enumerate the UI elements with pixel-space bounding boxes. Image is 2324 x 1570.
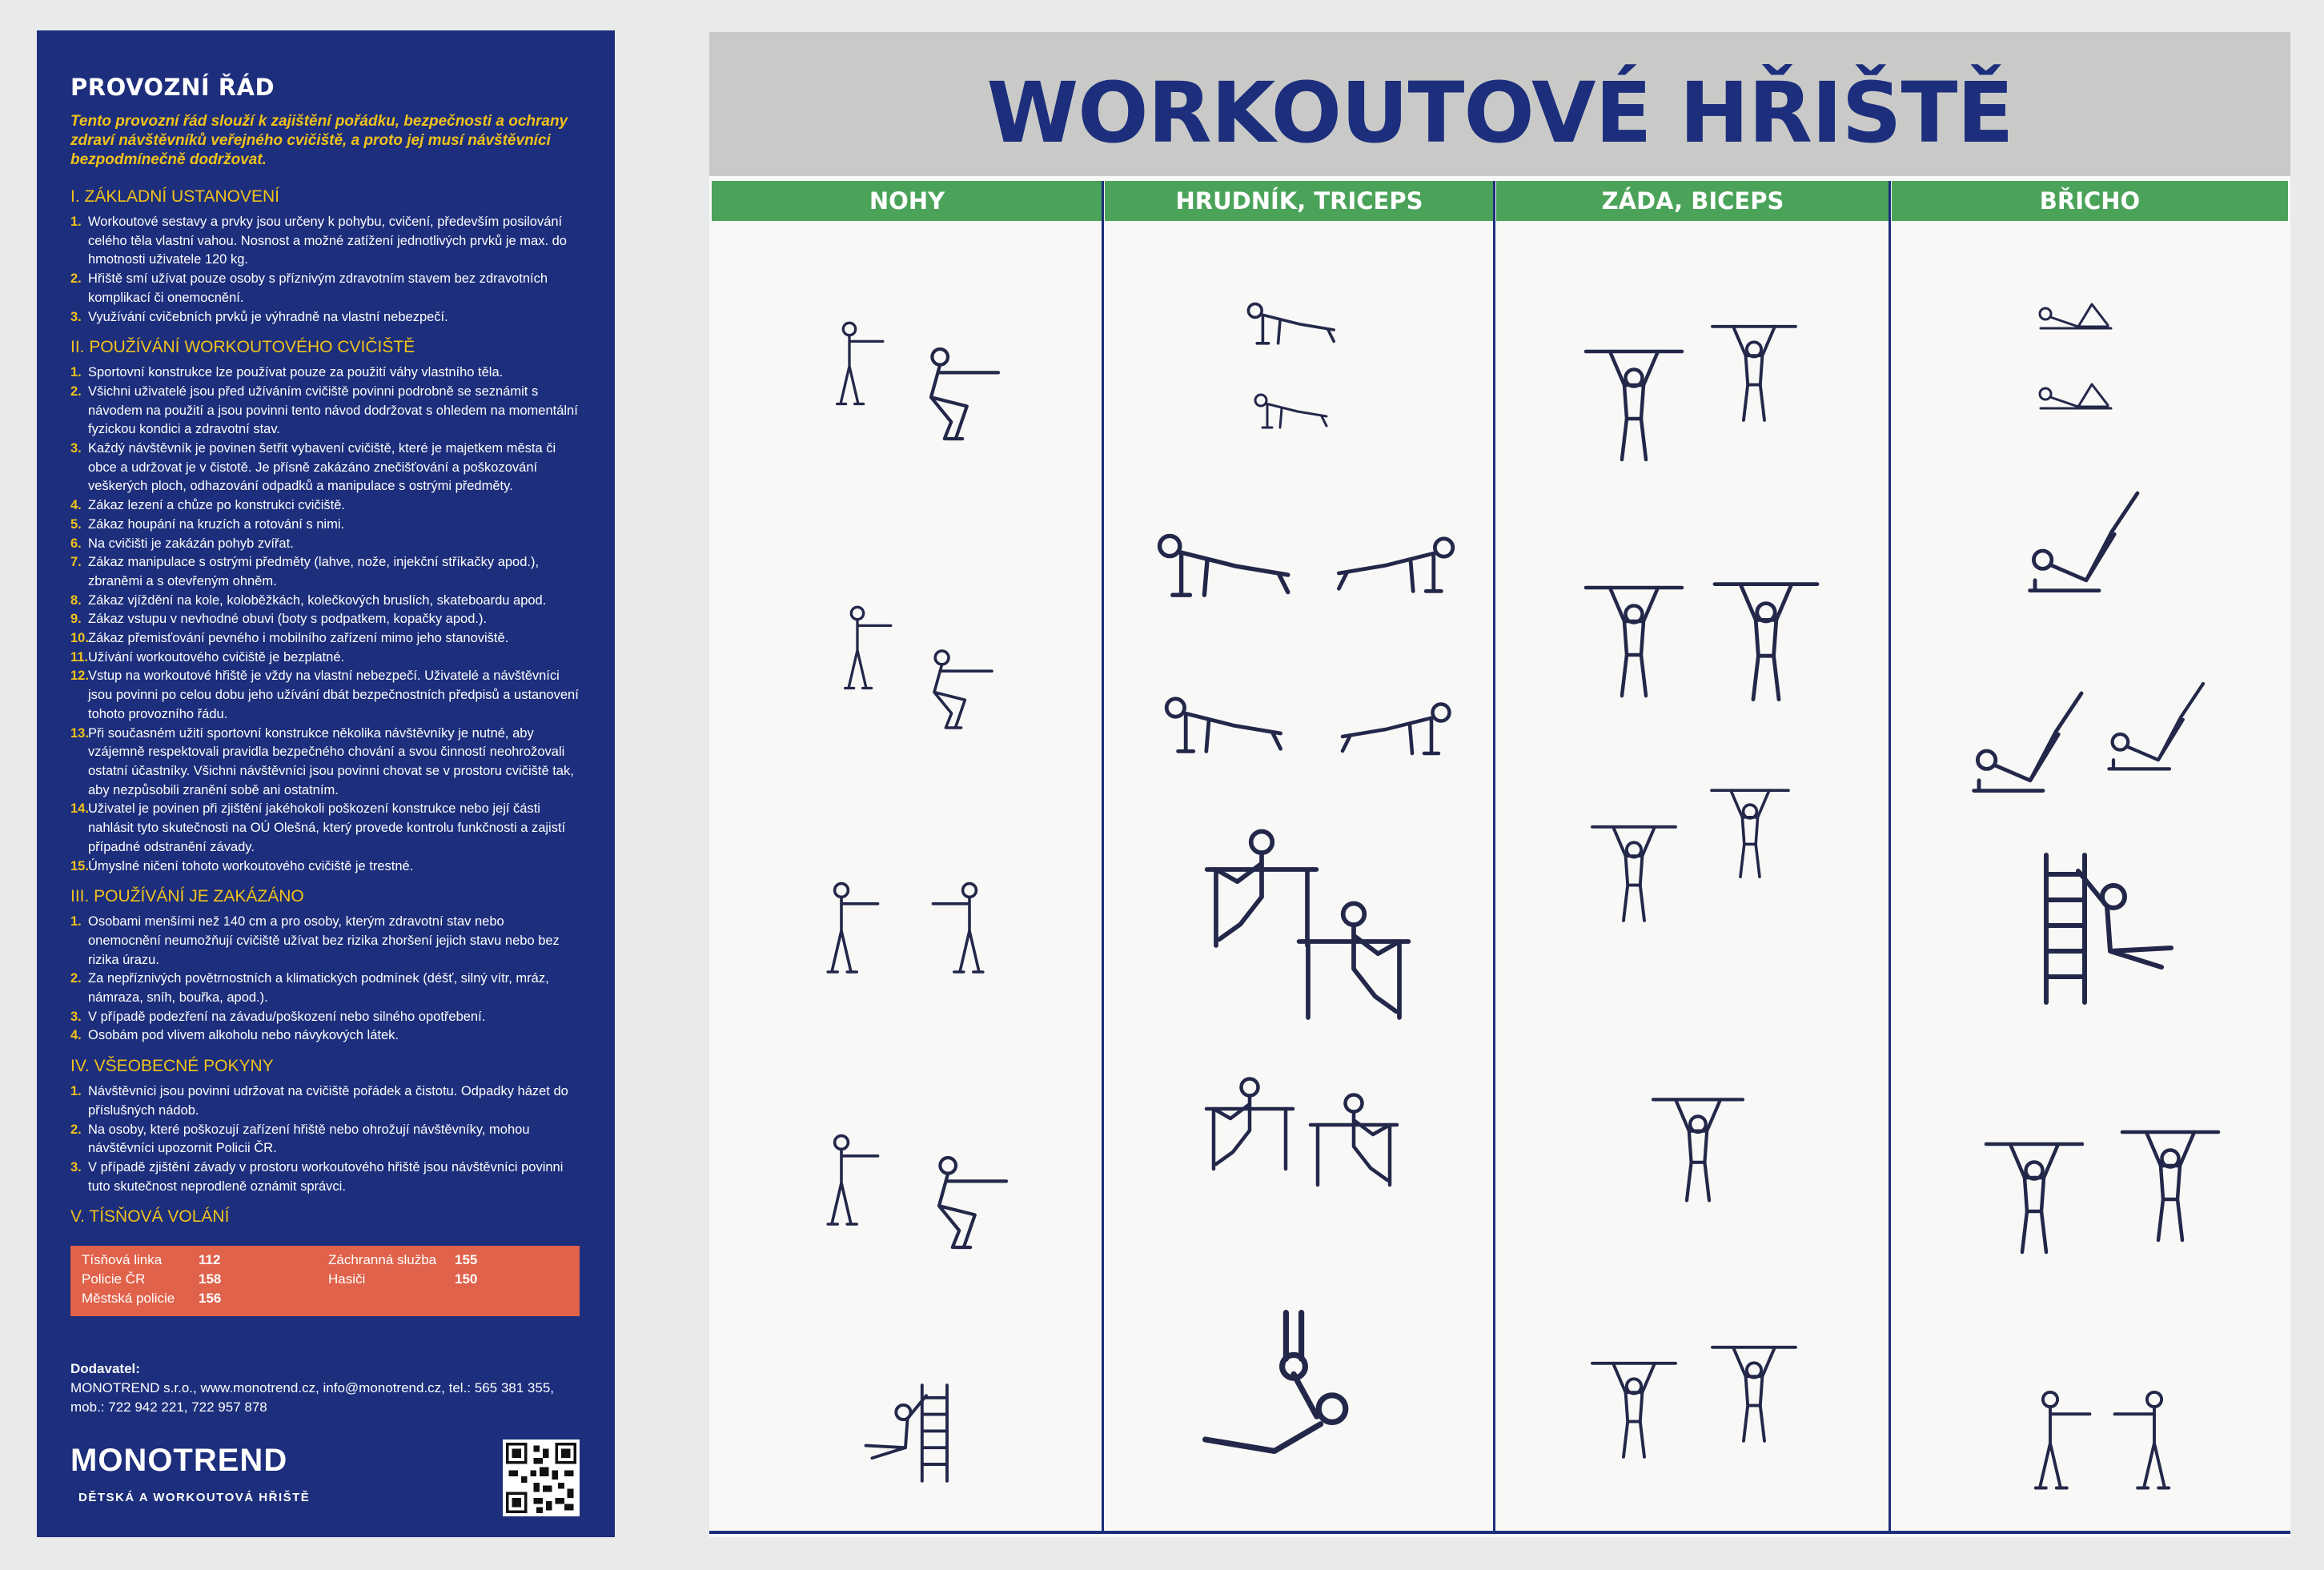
rule-number: 1. <box>70 365 82 380</box>
column-header-nohy: NOHY <box>712 181 1102 221</box>
rule-text: Osobám pod vlivem alkoholu nebo návykových látek. <box>88 1028 399 1043</box>
section-heading: V. TÍSŇOVÁ VOLÁNÍ <box>70 1207 230 1227</box>
rule-item <box>70 648 580 668</box>
rules-title: PROVOZNÍ ŘÁD <box>70 74 275 101</box>
exercise-figure-icon <box>1134 657 1310 785</box>
rule-item <box>70 383 580 440</box>
rule-item <box>70 535 580 554</box>
rule-number: 2. <box>70 1122 82 1137</box>
rule-item <box>70 913 580 970</box>
section-heading: III. POUŽÍVÁNÍ JE ZAKÁZÁNO <box>70 887 304 906</box>
supplier-line: mob.: 722 942 221, 722 957 878 <box>70 1399 267 1415</box>
rule-number: 15. <box>70 858 89 873</box>
exercise-figure-icon <box>1998 1337 2102 1545</box>
rule-text: Na osoby, které poškozují zařízení hřiště nebo ohrožují návštěvníky, mohou návštěvníci upozornit Policii ČR. <box>88 1122 530 1156</box>
rules-list <box>70 213 580 327</box>
emergency-number: 155 <box>455 1252 478 1268</box>
exercise-figure-icon <box>1198 368 1382 448</box>
rule-item <box>70 213 580 270</box>
exercise-figure-icon <box>1294 1057 1414 1217</box>
rule-item <box>70 800 580 857</box>
rule-item <box>70 516 580 535</box>
emergency-number: 158 <box>199 1271 222 1287</box>
qr-code-icon <box>503 1440 580 1516</box>
rule-item <box>70 496 580 516</box>
rule-number: 1. <box>70 914 82 930</box>
rule-text: Úmyslné ničení tohoto workoutového cvičiště je trestné. <box>88 858 414 873</box>
exercise-figure-icon <box>1642 1017 1754 1281</box>
emergency-label: Městská policie <box>82 1291 175 1307</box>
column-header-hrudnik: HRUDNÍK, TRICEPS <box>1105 181 1494 221</box>
rule-number: 10. <box>70 631 89 646</box>
rule-number: 6. <box>70 536 82 551</box>
column-divider <box>1102 181 1104 1534</box>
rule-text: Zákaz vstupu v nevhodné obuvi (boty s podpatkem, kopačky apod.). <box>88 612 488 627</box>
exercise-figure-icon <box>1270 881 1438 1033</box>
rule-text: Zákaz houpání na kruzích a rotování s nimi. <box>88 516 345 532</box>
exercise-figure-icon <box>897 320 1009 456</box>
rules-list <box>70 363 580 876</box>
rule-number: 9. <box>70 612 82 627</box>
rules-sections <box>70 187 580 1227</box>
column-header-bricho: BŘICHO <box>1892 181 2288 221</box>
rule-item <box>70 667 580 724</box>
rule-text: Zákaz přemisťování pevného i mobilního zařízení mimo jeho stanoviště. <box>88 631 509 646</box>
rule-number: 8. <box>70 592 82 608</box>
exercise-figure-icon <box>1190 1041 1310 1201</box>
rule-item <box>70 1121 580 1158</box>
exercise-figure-icon <box>1134 488 1310 632</box>
emergency-number: 156 <box>199 1291 222 1307</box>
exercise-figure-icon <box>921 841 1018 1017</box>
exercise-figure-icon <box>1190 1305 1398 1497</box>
exercise-figure-icon <box>1582 1281 1686 1537</box>
exercise-figure-icon <box>1582 745 1686 1001</box>
rule-item <box>70 440 580 496</box>
rule-text: Hřiště smí užívat pouze osoby s příznivým zdravotním stavem bez zdravotních komplikací či onemocnění. <box>88 271 548 305</box>
rules-intro: Tento provozní řád slouží k zajištění pořádku, bezpečnosti a ochrany zdraví návštěvníků veřejného cvičiště, a proto jej musí návštěvníci bezpodmínečně dodržovat. <box>70 113 568 168</box>
exercise-figure-icon <box>805 272 893 456</box>
rule-text: Užívání workoutového cvičiště je bezplatné. <box>88 649 345 665</box>
rule-number: 1. <box>70 215 82 229</box>
exercise-figure-icon <box>813 552 901 745</box>
rule-number: 12. <box>70 669 89 684</box>
rule-text: Sportovní konstrukce lze používat pouze za použití váhy vlastního těla. <box>88 365 504 380</box>
rule-item <box>70 857 580 877</box>
rule-number: 3. <box>70 1009 82 1024</box>
emergency-box <box>70 1246 580 1316</box>
rule-text: Za nepříznivých povětrnostních a klimatických podmínek (déšť, silný vítr, mráz, námraza, sníh, bouřka, apod.). <box>88 971 549 1006</box>
rule-text: Zákaz vjíždění na kole, koloběžkách, kolečkových bruslích, skateboardu apod. <box>88 592 547 608</box>
rule-number: 2. <box>70 271 82 287</box>
exercise-figure-icon <box>1702 560 1830 721</box>
rule-item <box>70 610 580 629</box>
rule-item <box>70 592 580 611</box>
rule-number: 3. <box>70 441 82 456</box>
exercise-figure-icon <box>793 1089 889 1273</box>
exercise-figure-icon <box>1702 737 1798 929</box>
rule-text: Uživatel je povinen při zjištění jakéhokoli poškození konstrukce nebo její části nahlásit tyto skutečnosti na OÚ Olešná, který provede kontrolu funkčnosti a zajistí případné odstranění závady. <box>88 801 566 854</box>
exercise-figure-icon <box>793 841 889 1017</box>
supplier-label: Dodavatel: <box>70 1361 140 1376</box>
rule-text: Všichni uživatelé jsou před užíváním cvičiště povinni podrobně se seznámit s návodem na použití a jsou povinni tento návod dodržovat s ohledem na momentální fyzickou kondici a zdravotní stav. <box>88 383 578 437</box>
rules-list <box>70 1082 580 1196</box>
rules-list <box>70 913 580 1046</box>
rule-item <box>70 270 580 307</box>
exercise-figure-icon <box>2110 1065 2230 1305</box>
exercise-figure-icon <box>853 1337 957 1529</box>
rule-text: Workoutové sestavy a prvky jsou určeny k pohybu, cvičení, především posilování celého těla vlastní vahou. Nosnost a možné zatížení jednotlivých prvků je max. do hmotnosti uživatele 120 kg. <box>88 215 567 267</box>
rule-item <box>70 629 580 648</box>
rule-number: 4. <box>70 498 82 513</box>
exercise-figure-icon <box>1974 1065 2094 1329</box>
rule-text: Zákaz manipulace s ostrými předměty (lahve, nože, injekční stříkačky apod.), zbraněmi a s otevřeným ohněm. <box>88 555 540 588</box>
rule-item <box>70 1082 580 1120</box>
rule-item <box>70 970 580 1007</box>
exercise-figure-icon <box>1198 272 1382 368</box>
rule-number: 7. <box>70 555 82 570</box>
exercise-figure-icon <box>1702 1297 1806 1489</box>
rules-panel <box>37 30 615 1537</box>
rule-text: Na cvičišti je zakázán pohyb zvířat. <box>88 536 294 551</box>
rule-item <box>70 553 580 591</box>
rule-number: 13. <box>70 725 89 741</box>
exercise-figure-icon <box>905 1121 1018 1273</box>
column-header-zada: ZÁDA, BICEPS <box>1496 181 1889 221</box>
rule-text: Osobami menšími než 140 cm a pro osoby, kterým zdravotní stav nebo onemocnění neumožňují cvičiště užívat bez rizika zhoršení jejich stavu nebo bez rizika úrazu. <box>88 914 560 967</box>
rule-text: Každý návštěvník je povinen šetřit vybavení cvičiště, které je majetkem města či obce a udržovat je v čistotě. Je přísně zakázáno znečišťování a poškozování veškerých ploch, odhazování odpadků a manipulace s ostrými předměty. <box>88 441 556 494</box>
exercise-figure-icon <box>1702 272 1806 472</box>
exercise-board <box>709 32 2290 1537</box>
exercise-figure-icon <box>2006 352 2142 432</box>
supplier-line: MONOTREND s.r.o., www.monotrend.cz, info@monotrend.cz, tel.: 565 381 355, <box>70 1380 555 1395</box>
rule-item <box>70 725 580 801</box>
rule-text: Zákaz lezení a chůze po konstrukci cvičiště. <box>88 498 345 513</box>
rule-number: 4. <box>70 1028 82 1043</box>
exercise-figure-icon <box>1574 560 1694 721</box>
exercise-figure-icon <box>2102 1337 2206 1545</box>
rule-text: Vstup na workoutové hřiště je vždy na vlastní nebezpečí. Uživatelé a návštěvníci jsou povinni po celou dobu jeho užívání dbát bezpečnostních předpisů a ustanovení tohoto provozního řádu. <box>88 669 579 721</box>
rule-item <box>70 1158 580 1196</box>
section-heading: I. ZÁKLADNÍ USTANOVENÍ <box>70 187 279 206</box>
exercise-figure-icon <box>2030 833 2190 1025</box>
exercise-figure-icon <box>905 616 1001 753</box>
board-title: WORKOUTOVÉ HŘIŠTĚ <box>986 64 2013 162</box>
section-heading: IV. VŠEOBECNÉ POKYNY <box>70 1057 274 1076</box>
exercise-figure-icon <box>1310 665 1486 785</box>
emergency-number: 112 <box>199 1252 221 1268</box>
rule-number: 1. <box>70 1084 82 1099</box>
rule-number: 3. <box>70 1159 82 1174</box>
rule-number: 2. <box>70 383 82 399</box>
emergency-number: 150 <box>455 1271 478 1287</box>
rule-text: Při současném užití sportovní konstrukce několika návštěvníky je nutné, aby vzájemně respektovali pravidla bezpečného chování a svou činností neohrožovali ostatní účastníky. Všichni návštěvníci jsou povinni chovat se v prostoru cvičiště tak, aby nezpůsobili zranění sobě ani ostatním. <box>88 725 574 797</box>
column-divider <box>1493 181 1495 1534</box>
exercise-figure-icon <box>1958 681 2102 809</box>
rule-text: Návštěvníci jsou povinni udržovat na cvičiště pořádek a čistotu. Odpadky házet do příslušných nádob. <box>88 1084 568 1118</box>
rule-item <box>70 308 580 327</box>
rule-number: 2. <box>70 971 82 986</box>
rule-item <box>70 363 580 383</box>
emergency-label: Policie ČR <box>82 1271 146 1287</box>
emergency-label: Tísňová linka <box>82 1252 163 1268</box>
column-divider <box>1889 181 1891 1534</box>
exercise-figure-icon <box>2006 272 2142 352</box>
emergency-label: Záchranná služba <box>328 1252 437 1268</box>
rule-text: V případě podezření na závadu/poškození nebo silného opotřebení. <box>88 1009 486 1024</box>
rule-number: 5. <box>70 516 82 532</box>
exercise-figure-icon <box>1310 496 1486 624</box>
rule-number: 11. <box>70 649 89 665</box>
emergency-label: Hasiči <box>328 1271 366 1287</box>
supplier-info <box>70 1359 583 1417</box>
rule-item <box>70 1026 580 1046</box>
rule-number: 14. <box>70 801 89 817</box>
exercise-figure-icon <box>1574 272 1694 536</box>
rule-number: 3. <box>70 309 82 324</box>
section-heading: II. POUŽÍVÁNÍ WORKOUTOVÉHO CVIČIŠTĚ <box>70 338 415 357</box>
monotrend-logo: MONOTREND <box>70 1443 288 1478</box>
exercise-figure-icon <box>2102 640 2214 817</box>
rule-text: V případě zjištění závady v prostoru workoutového hřiště jsou návštěvníci povinni tuto skutečnost neprodleně oznámit správci. <box>88 1159 564 1194</box>
exercise-figure-icon <box>2022 464 2150 624</box>
rule-item <box>70 1008 580 1027</box>
logo-tagline: DĚTSKÁ A WORKOUTOVÁ HŘIŠTĚ <box>78 1491 311 1504</box>
rule-text: Využívání cvičebních prvků je výhradně na vlastní nebezpečí. <box>88 309 448 324</box>
